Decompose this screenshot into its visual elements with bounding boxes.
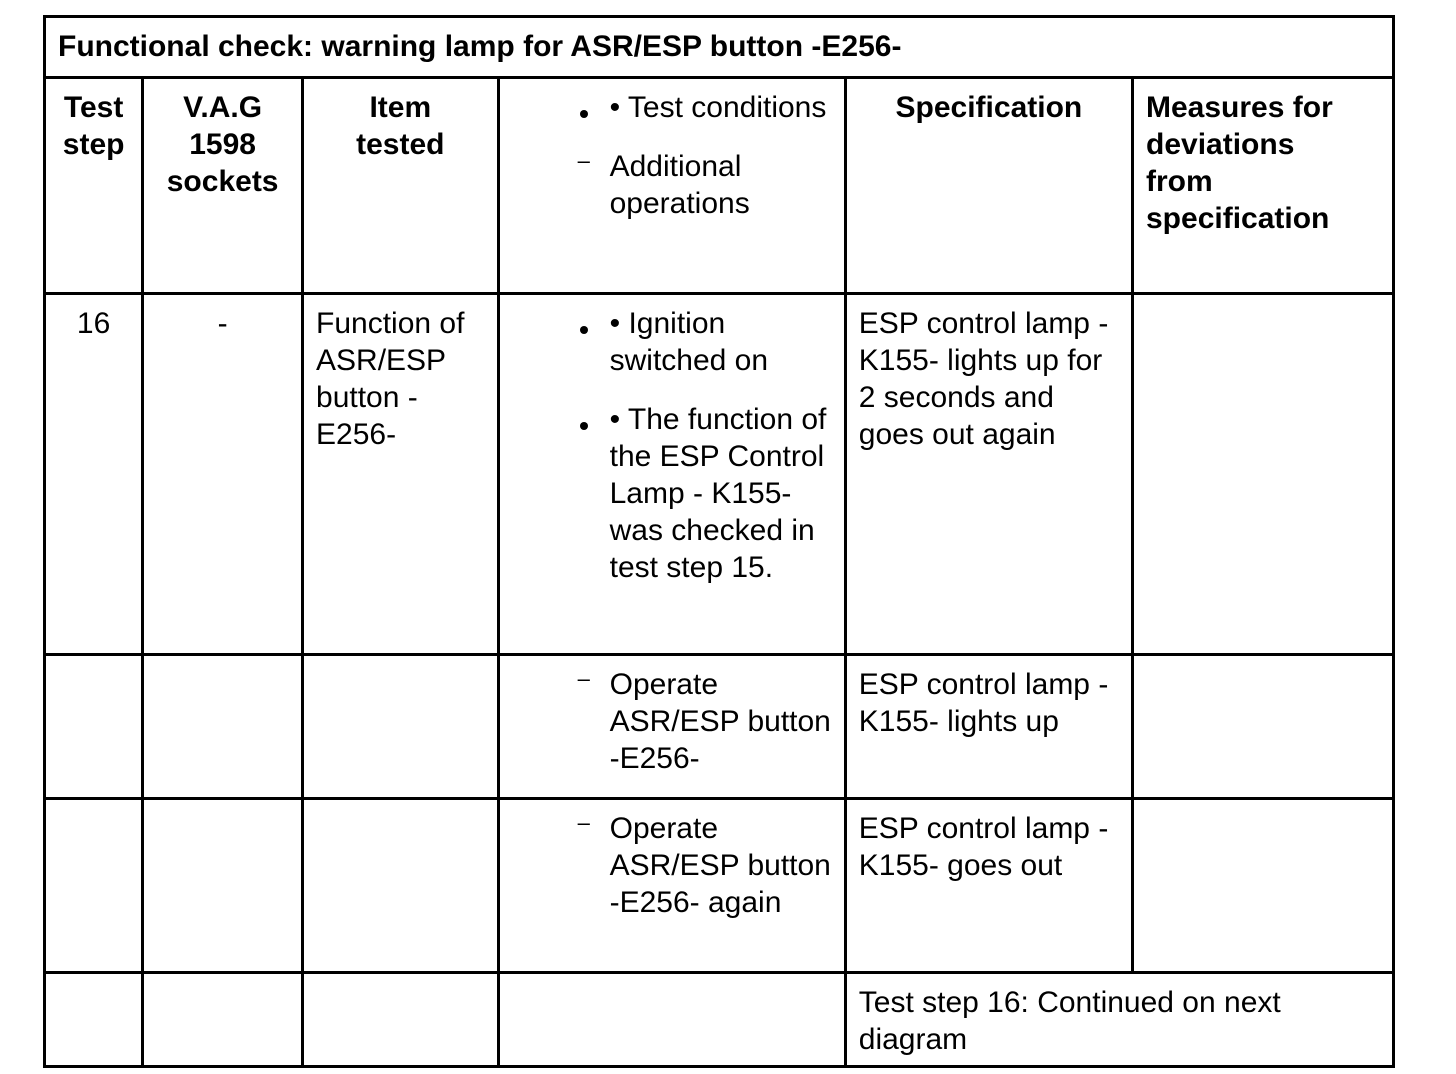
- cell-item-tested: [303, 798, 499, 972]
- header-item-line: tested: [356, 128, 445, 161]
- table-row: [46, 798, 1392, 972]
- cell-vag-sockets: [143, 972, 303, 1068]
- cell-vag-sockets: [143, 798, 303, 972]
- cell-item-tested: Function of ASR/ESP button - E256-: [303, 293, 499, 654]
- cell-continuation-note: Test step 16: Continued on next diagram: [845, 972, 1392, 1068]
- cell-test-step: [46, 972, 143, 1068]
- cell-vag-sockets: -: [143, 293, 303, 654]
- condition-item: – Operate ASR/ESP button -E256-: [577, 665, 831, 775]
- cell-measures: [1133, 654, 1393, 798]
- header-measures-line: Measures for: [1146, 91, 1333, 124]
- header-conditions-primary-text: • Test conditions: [609, 91, 827, 124]
- cell-measures: [1133, 293, 1393, 654]
- header-test-step-line: Test: [63, 91, 124, 124]
- header-measures-line: specification: [1146, 202, 1330, 235]
- condition-text: Operate ASR/ESP button -E256-: [609, 667, 831, 775]
- cell-specification: ESP control lamp -K155- lights up for 2 seconds and goes out again: [845, 293, 1132, 654]
- table-title: Functional check: warning lamp for ASR/ESP button -E256-: [46, 18, 1392, 79]
- header-measures-line: from: [1146, 165, 1213, 198]
- header-conditions-primary: [512, 89, 832, 126]
- cell-item-tested: [303, 972, 499, 1068]
- cell-measures: [1133, 798, 1393, 972]
- header-conditions: [498, 79, 845, 293]
- cell-specification: ESP control lamp -K155- lights up: [845, 654, 1132, 798]
- header-specification: Specification: [845, 79, 1132, 293]
- table-row: [46, 654, 1392, 798]
- cell-specification: ESP control lamp -K155- goes out: [845, 798, 1132, 972]
- header-vag-sockets: [143, 79, 303, 293]
- condition-item: [512, 305, 832, 379]
- table-row: [46, 293, 1392, 654]
- header-item-tested: [303, 79, 499, 293]
- header-test-step-line: step: [62, 128, 125, 161]
- procedure-table-sheet: [43, 15, 1395, 1068]
- condition-text: • The function of the ESP Control Lamp - K155- was checked in test step 15.: [609, 402, 827, 584]
- header-test-step: [46, 79, 143, 293]
- condition-item: – Operate ASR/ESP button -E256- again: [577, 809, 831, 919]
- cell-test-step: 16: [46, 293, 143, 654]
- header-vag-line: V.A.G: [183, 91, 263, 124]
- table-row: [46, 972, 1392, 1068]
- cell-conditions: [498, 972, 845, 1068]
- header-measures-line: deviations: [1146, 128, 1295, 161]
- header-row: [46, 79, 1392, 293]
- header-conditions-secondary: – Additional operations: [577, 148, 750, 220]
- header-measures: [1133, 79, 1393, 293]
- header-vag-line: 1598: [189, 128, 256, 161]
- cell-test-step: [46, 798, 143, 972]
- cell-conditions: [498, 798, 845, 972]
- condition-text: Operate ASR/ESP button -E256- again: [609, 811, 831, 919]
- cell-vag-sockets: [143, 654, 303, 798]
- header-conditions-secondary-text: Additional operations: [609, 150, 750, 220]
- header-vag-line: sockets: [166, 165, 279, 198]
- condition-text: • Ignition switched on: [609, 306, 769, 377]
- cell-test-step: [46, 654, 143, 798]
- condition-item: [512, 401, 832, 586]
- cell-conditions: [498, 654, 845, 798]
- header-item-line: Item: [369, 91, 432, 124]
- procedure-table: [46, 79, 1392, 1068]
- cell-item-tested: [303, 654, 499, 798]
- cell-conditions: [498, 293, 845, 654]
